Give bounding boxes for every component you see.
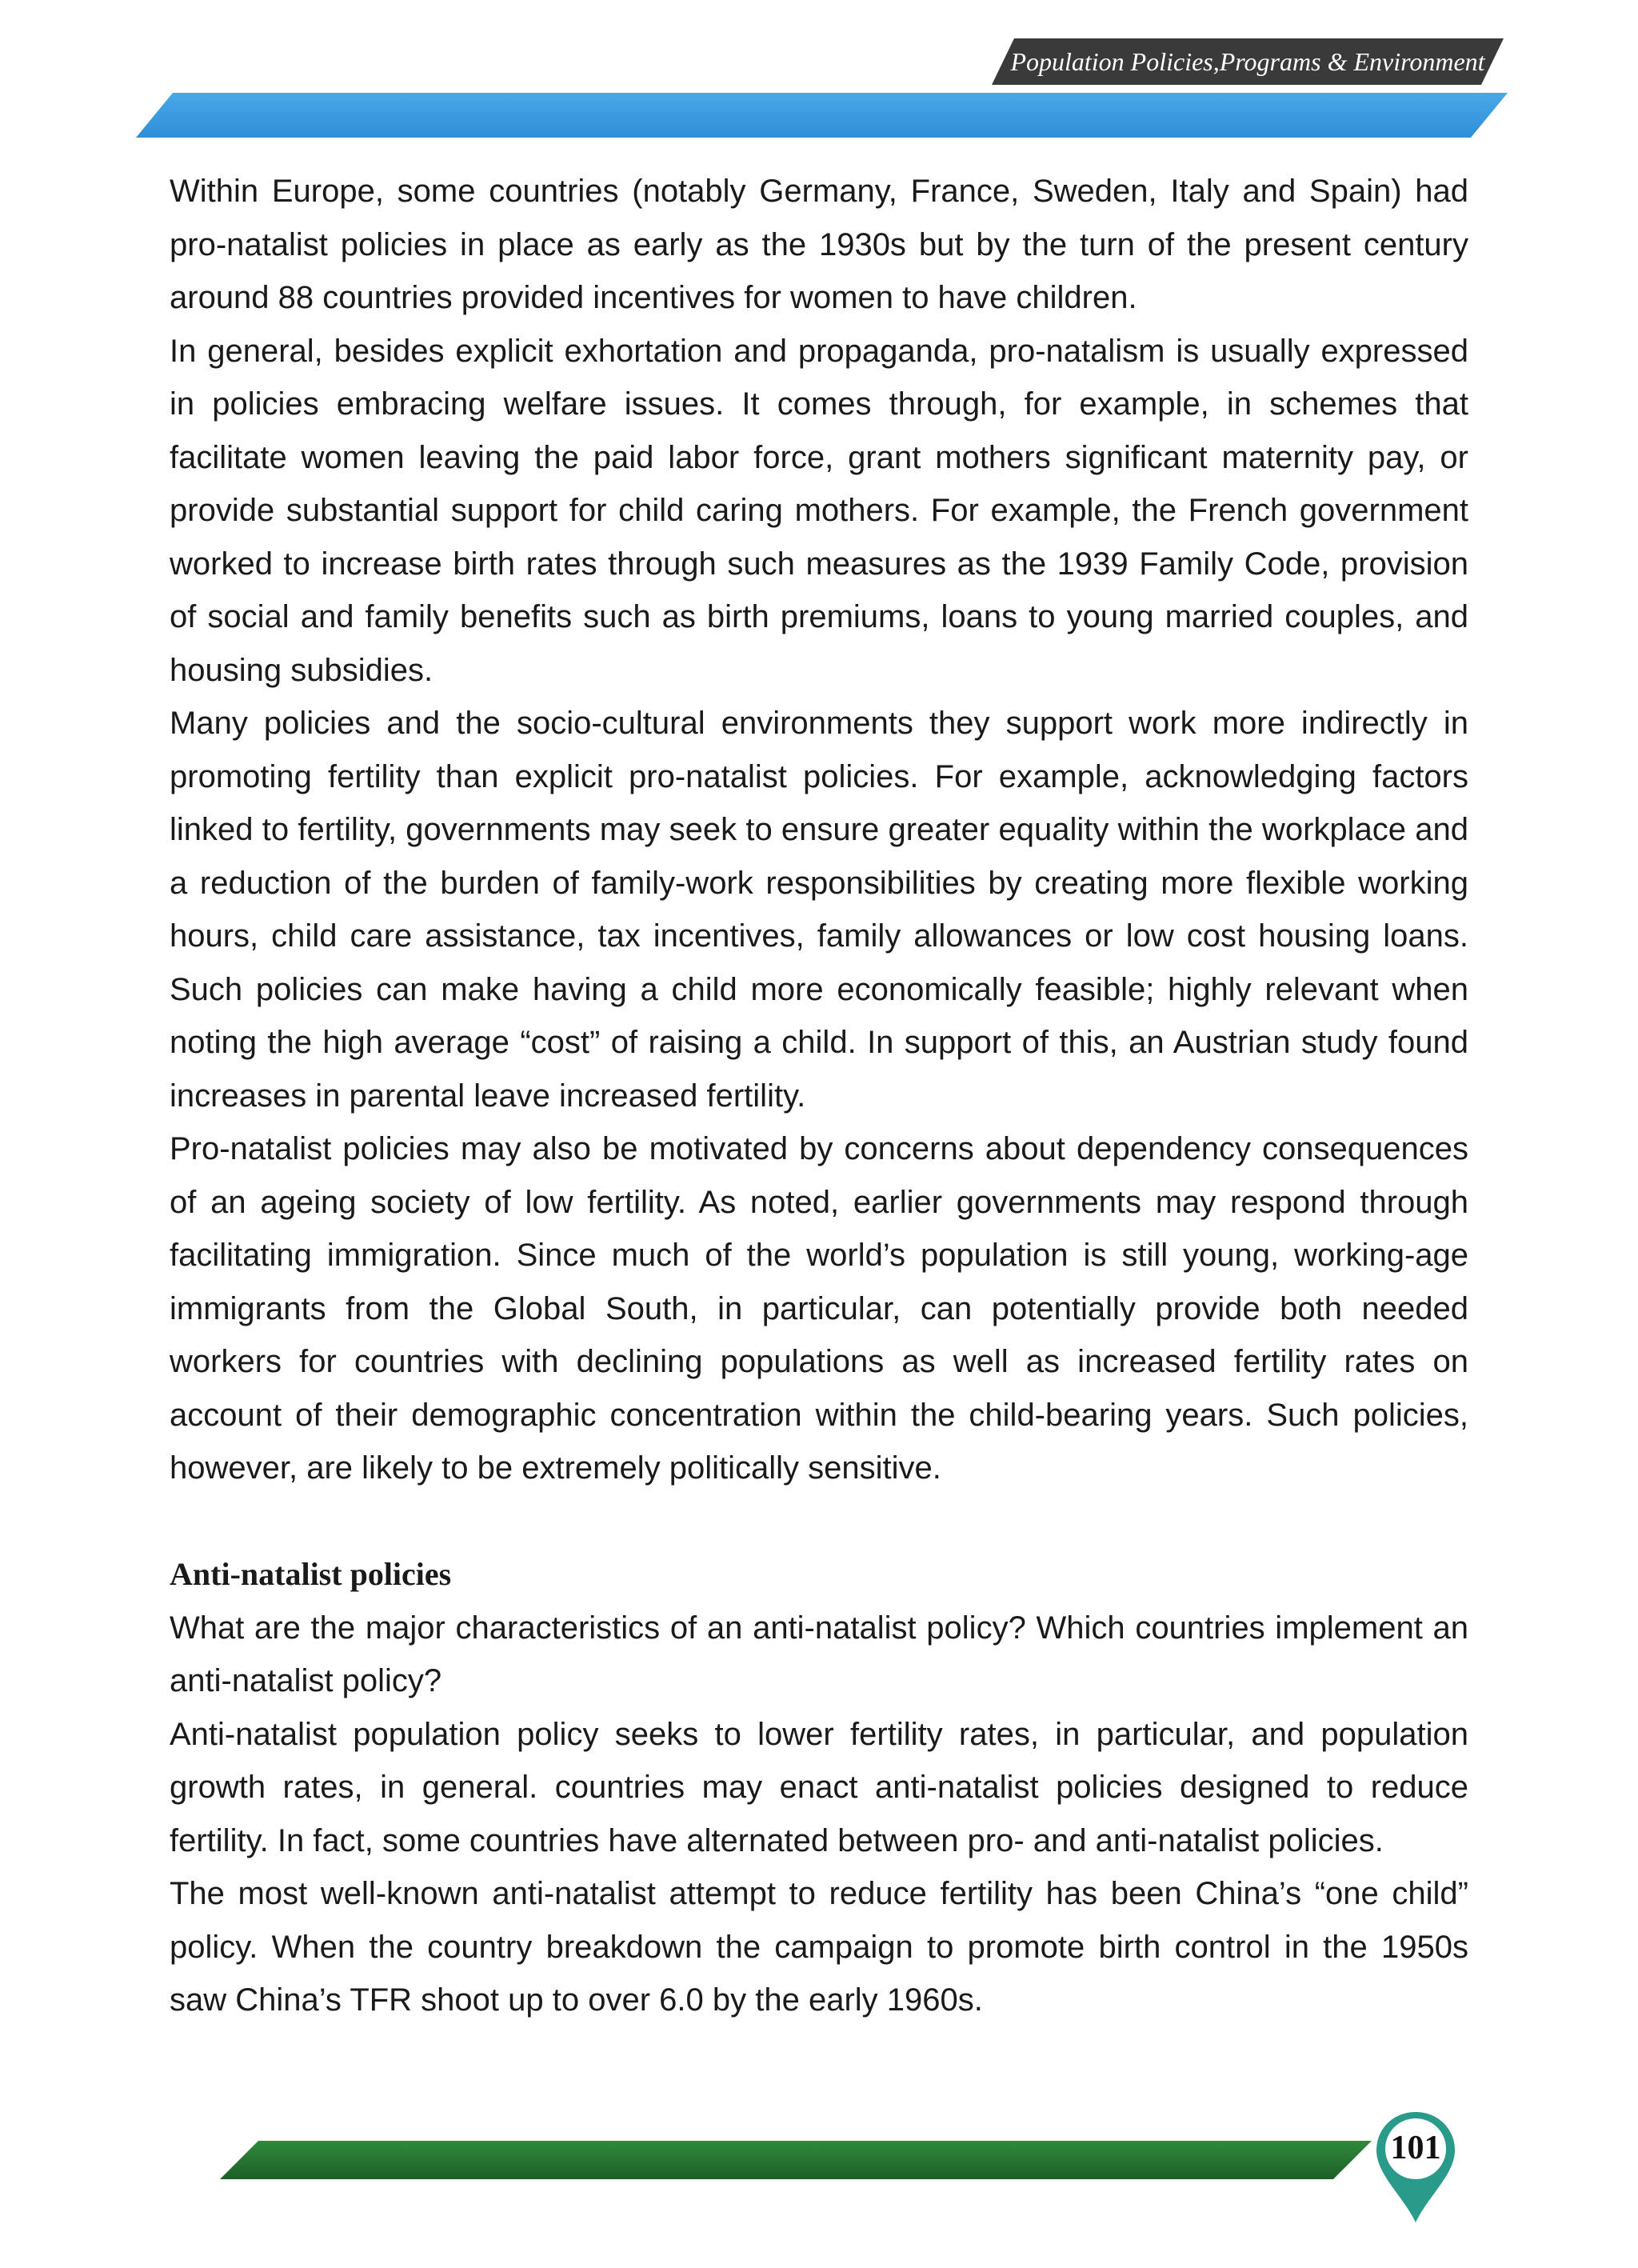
- paragraph-ageing-immigration: Pro-natalist policies may also be motivated by concerns about dependency consequences of an ageing society of low fertility. As noted, earlier governments may respond through facilitating immigration. Since much of the world’s population is still young, working-age immigrants from the Global South, in particular, can potentially provide both needed workers for countries with declining populations as well as increased fertility rates on account of their demographic concentration within the child-bearing years. Such policies, however, are likely to be extremely politically sensitive.: [170, 1131, 1468, 1486]
- page-number: 101: [1390, 2130, 1441, 2166]
- paragraph-questions: What are the major characteristics of an anti-natalist policy? Which countries implement an anti-natalist policy?: [170, 1610, 1468, 1698]
- paragraph-indirect-policies: Many policies and the socio-cultural environments they support work more indirectly in promoting fertility than explicit pro-natalist policies. For example, acknowledging factors linked to fertility, governments may seek to ensure greater equality within the workplace and a reduction of the burden of family-work responsibilities by creating more flexible working hours, child care assistance, tax incentives, family allowances or low cost housing loans. Such policies can make having a child more economically feasible; highly relevant when noting the high average “cost” of raising a child. In support of this, an Austrian study found increases in parental leave increased fertility.: [170, 706, 1468, 1114]
- paragraph-china-one-child: The most well-known anti-natalist attempt to reduce fertility has been China’s “one child” policy. When the country breakdown the campaign to promote birth control in the 1950s saw China’s TFR shoot up to over 6.0 by the early 1960s.: [170, 1876, 1468, 2018]
- paragraph-antinatalist-definition: Anti-natalist population policy seeks to lower fertility rates, in particular, and population growth rates, in general. countries may enact anti-natalist policies designed to reduce fertility. In fact, some countries have alternated between pro- and anti-natalist policies.: [170, 1716, 1468, 1858]
- footer-green-bar: [220, 2141, 1372, 2179]
- running-header-title: Population Policies,Programs & Environment: [1010, 47, 1485, 76]
- section-spacer: [170, 1495, 1468, 1549]
- paragraph-pronatalism-welfare: In general, besides explicit exhortation and propaganda, pro-natalism is usually expressed in policies embracing welfare issues. It comes through, for example, in schemes that facilitate women leaving the paid labor force, grant mothers significant maternity pay, or provide substantial support for child caring mothers. For example, the French government worked to increase birth rates through such measures as the 1939 Family Code, provision of social and family benefits such as birth premiums, loans to young married couples, and housing subsidies.: [170, 333, 1468, 688]
- header-blue-bar: [136, 93, 1508, 138]
- page-content: [170, 165, 1468, 2027]
- section-heading: Anti-natalist policies: [170, 1556, 452, 1592]
- paragraph-europe-pronatalist: Within Europe, some countries (notably Germany, France, Sweden, Italy and Spain) had pro-natalist policies in place as early as the 1930s but by the turn of the present century around 88 countries provided incentives for women to have children.: [170, 174, 1468, 315]
